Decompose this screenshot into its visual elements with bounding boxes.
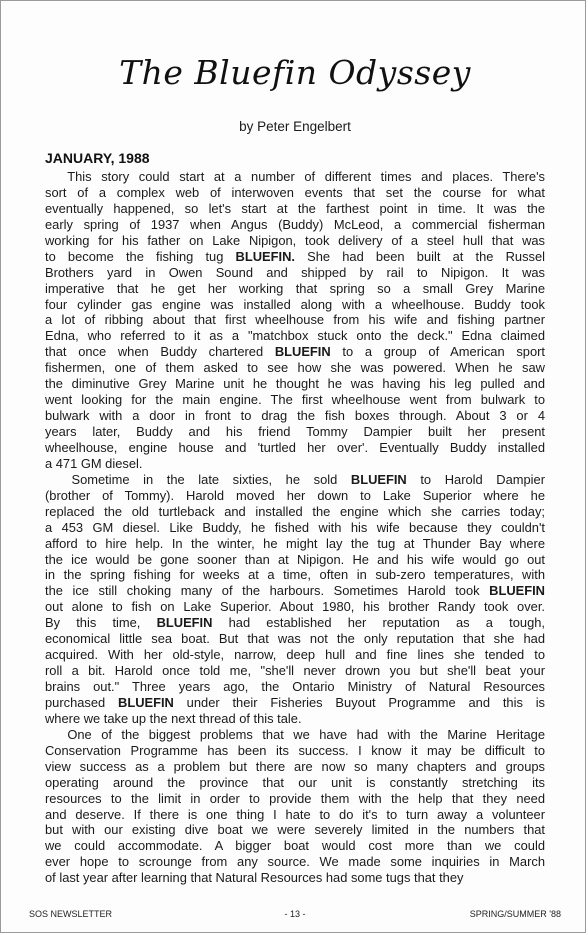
body-line: sort of a complex web of interwoven events that set the course for what — [45, 184, 545, 200]
body-line: in the spring fishing for weeks at a time, often in sub-zero temperatures, with — [45, 567, 545, 583]
footer-page-number: - 13 - — [284, 909, 306, 919]
body-line: acquired. With her old-style, narrow, deep hull and fine lines she tended to — [45, 647, 545, 663]
body-line: the ice would be gone sooner than at Nipigon. He and his wife would go out — [45, 551, 545, 567]
body-line: where we take up the next thread of this tale. — [45, 710, 302, 726]
body-line: brains out." Three years ago, the Ontario Ministry of Natural Resources — [45, 679, 545, 694]
body-line: early spring of 1937 when Angus (Buddy) McLeod, a commercial fisherman — [45, 216, 545, 232]
body-line: This story could start at a number of different times and places. There's — [45, 169, 545, 184]
body-line: Conservation Programme has been its success. I know it may be difficult to — [45, 742, 545, 758]
body-line: that once when Buddy chartered BLUEFIN to a group of American sport — [45, 344, 545, 360]
body-line: four cylinder gas engine was installed along with a wheelhouse. Buddy took — [45, 296, 545, 312]
footer-issue: SPRING/SUMMER '88 — [469, 909, 561, 919]
body-line: but with our existing dive boat we were severely limited in the numbers that — [45, 822, 545, 838]
body-line: imperative that he get her working that spring so a small Grey Marine — [45, 280, 545, 296]
body-line: Sometime in the late sixties, he sold BLUEFIN to Harold Dampier — [45, 471, 545, 487]
body-line: view success as a problem but there are now so many chapters and groups — [45, 758, 545, 774]
body-line: ever hope to scrounge from any source. We made some inquiries in March — [45, 854, 545, 870]
body-line: Edna, who referred to it as a "matchbox stuck onto the deck." Edna claimed — [45, 328, 545, 344]
article-body — [45, 169, 545, 886]
article-byline: by Peter Engelbert — [239, 119, 351, 134]
body-line: fishermen, one of them asked to see how she was powered. When he saw — [45, 360, 545, 376]
body-line: roll a bit. Harold once told me, "she'll never drown you but she'll beat your — [45, 663, 545, 679]
body-line: the ice still choking many of the harbours. Sometimes Harold took BLUEFIN — [45, 583, 545, 599]
body-line: a lot of ribbing about that first wheelhouse from his wife and fishing partner — [45, 312, 545, 328]
body-line: resources to the limit in order to provide them with the help that they need — [45, 790, 545, 806]
body-line: the diminutive Grey Marine unit he thought he was having his leg pulled and — [45, 376, 545, 392]
body-line: replaced the old turtleback and installed the engine which she carries today; — [45, 503, 545, 519]
body-line: went looking for the main engine. The first wheelhouse went from bulwark to — [45, 392, 545, 408]
article-title: The Bluefin Odyssey — [119, 53, 471, 92]
page-footer — [29, 909, 561, 923]
body-line: a 453 GM diesel. Like Buddy, he fished with his wife because they couldn't — [45, 519, 545, 535]
body-line: (brother of Tommy). Harold moved her down to Lake Superior where he — [45, 487, 545, 503]
body-line: we could accommodate. A bigger boat would cost more than we could — [45, 838, 545, 854]
body-line: out alone to fish on Lake Superior. About 1980, his brother Randy took over. — [45, 599, 545, 615]
body-line: eventually happened, so let's start at the farthest point in time. It was the — [45, 200, 545, 216]
article-dateline: JANUARY, 1988 — [45, 150, 150, 166]
body-line: afford to hire help. In the winter, he might lay the tug at Thunder Bay where — [45, 535, 545, 551]
body-line: a 471 GM diesel. — [45, 455, 143, 471]
body-line: By this time, BLUEFIN had established her reputation as a tough, — [45, 615, 545, 631]
body-line: and deserve. If there is one thing I hate to do it's to turn away a volunteer — [45, 806, 545, 822]
body-line: economical little sea boat. But that was not the only reputation that she had — [45, 631, 545, 647]
footer-publication: SOS NEWSLETTER — [29, 909, 113, 919]
body-line: bulwark with a door in front to drag the fish boxes through. About 3 or 4 — [45, 408, 545, 424]
body-line: purchased BLUEFIN under their Fisheries Buyout Programme and this is — [45, 694, 545, 710]
body-line: operating around the province that our unit is constantly stretching its — [45, 774, 545, 790]
body-line: One of the biggest problems that we have had with the Marine Heritage — [45, 726, 545, 742]
body-line: Brothers yard in Owen Sound and shipped by rail to Nipigon. It was — [45, 264, 545, 280]
body-line: years later, Buddy and his friend Tommy Dampier built her present — [45, 424, 545, 439]
body-line: of last year after learning that Natural Resources had some tugs that they — [45, 870, 464, 886]
body-line: to become the fishing tug BLUEFIN. She had been built at the Russel — [45, 248, 545, 264]
body-line: wheelhouse, engine house and 'turtled her over'. Eventually Buddy installed — [45, 439, 545, 455]
body-line: working for his father on Lake Nipigon, took delivery of a steel hull that was — [45, 232, 545, 248]
